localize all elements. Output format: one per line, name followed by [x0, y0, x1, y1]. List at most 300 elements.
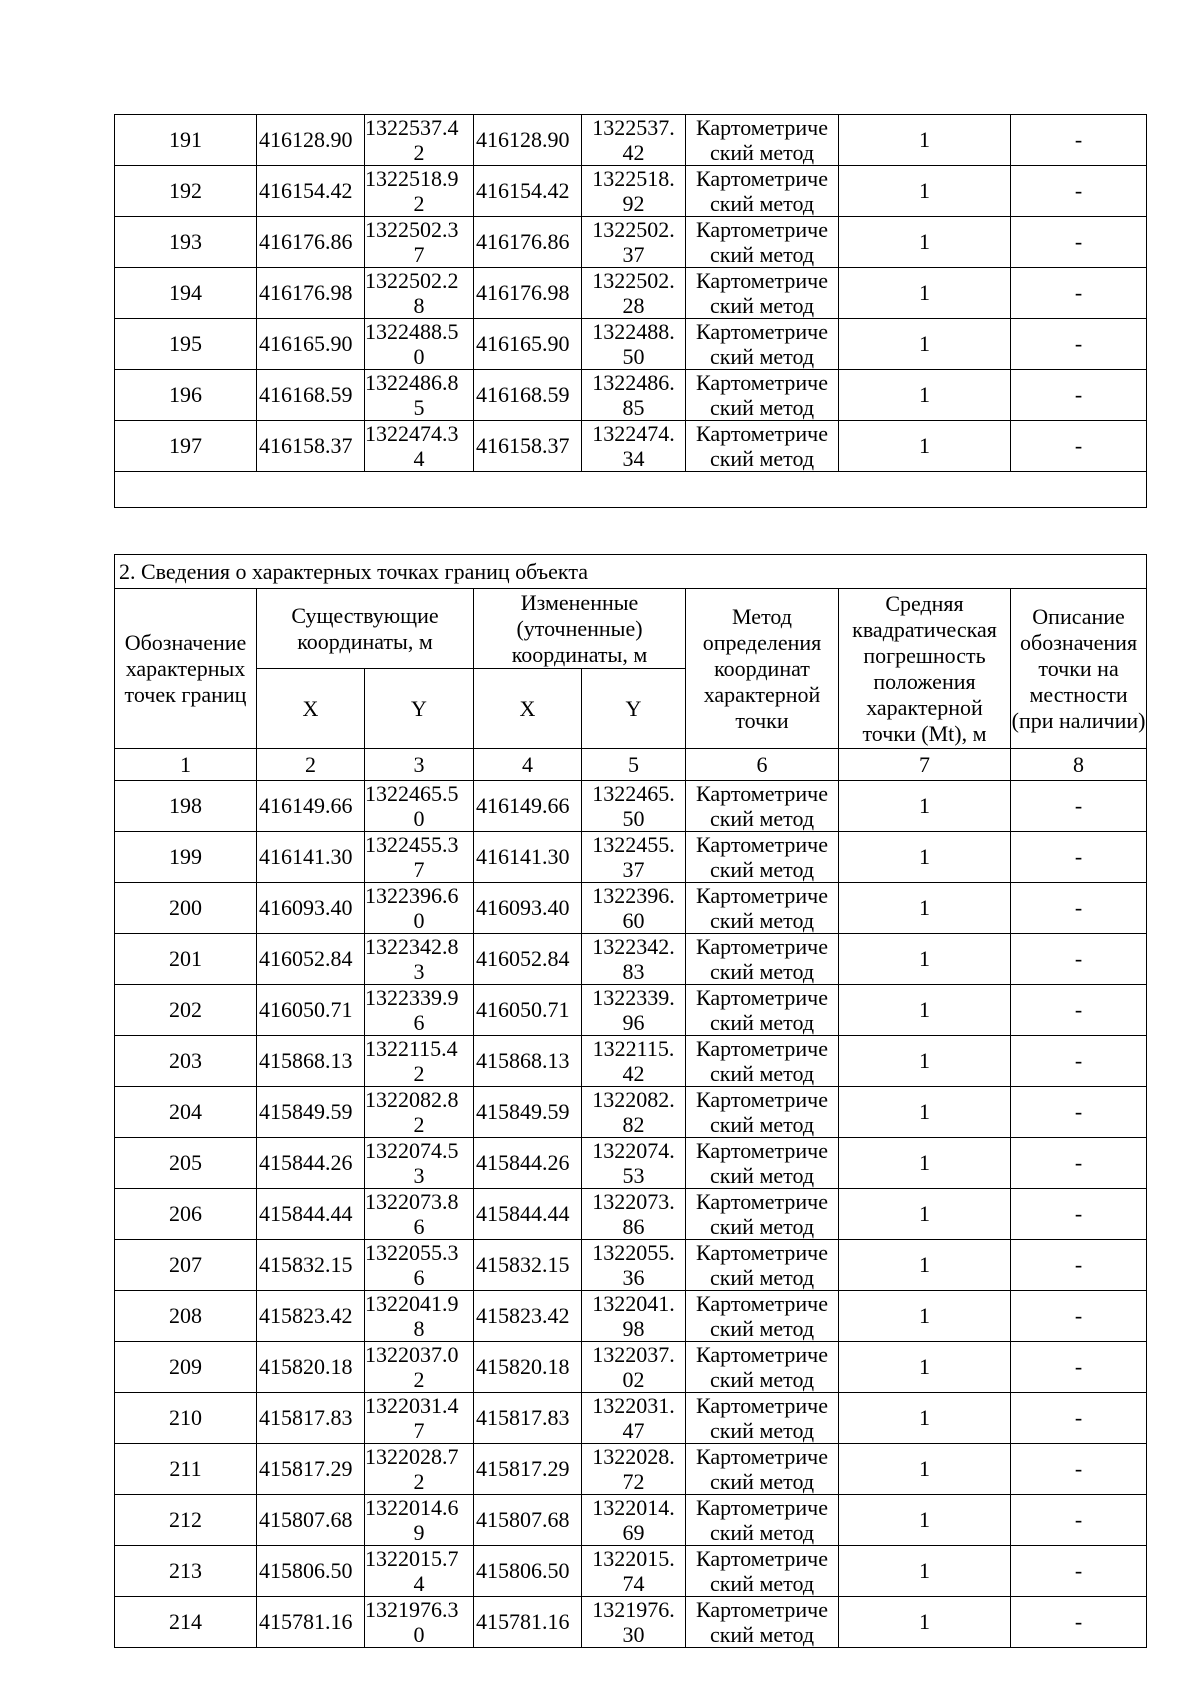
method — [686, 832, 839, 883]
y-changed-part1: 1322055. — [592, 1240, 675, 1265]
y-existing — [365, 1342, 474, 1393]
table-row — [115, 934, 1147, 985]
method — [686, 1597, 839, 1648]
x-existing: 416128.90 — [257, 115, 365, 166]
y-changed-part1: 1322396. — [592, 883, 675, 908]
column-number: 5 — [582, 749, 686, 781]
method-text: Картометриче — [696, 1495, 828, 1520]
method — [686, 1138, 839, 1189]
column-number: 4 — [474, 749, 582, 781]
y-changed-part2: 60 — [622, 908, 645, 933]
point-number: 212 — [115, 1495, 257, 1546]
table-row — [115, 1495, 1147, 1546]
method-text: Картометриче — [696, 370, 828, 395]
y-changed — [582, 370, 686, 421]
method — [686, 268, 839, 319]
y-existing — [365, 1240, 474, 1291]
y-existing — [365, 1444, 474, 1495]
y-changed-part1: 1322074. — [592, 1138, 675, 1163]
y-changed-part2: 34 — [622, 446, 645, 471]
y-changed-part1: 1322518. — [592, 166, 675, 191]
mean-square-error: 1 — [839, 319, 1011, 370]
y-existing-part1: 1322502.3 — [365, 217, 459, 242]
x-changed: 415820.18 — [474, 1342, 582, 1393]
point-description: - — [1011, 217, 1147, 268]
point-number: 200 — [115, 883, 257, 934]
method — [686, 1444, 839, 1495]
x-existing: 416093.40 — [257, 883, 365, 934]
table-row — [115, 1138, 1147, 1189]
column-number: 7 — [839, 749, 1011, 781]
y-existing-part2: 2 — [413, 1469, 425, 1494]
y-existing-part1: 1322115.4 — [365, 1036, 458, 1061]
y-existing-part1: 1322518.9 — [365, 166, 459, 191]
y-changed-part1: 1322474. — [592, 421, 675, 446]
y-existing-part2: 2 — [413, 140, 425, 165]
y-existing-part1: 1322396.6 — [365, 883, 459, 908]
point-description: - — [1011, 1240, 1147, 1291]
method — [686, 1087, 839, 1138]
y-changed — [582, 1291, 686, 1342]
x-existing: 415806.50 — [257, 1546, 365, 1597]
mean-square-error: 1 — [839, 934, 1011, 985]
method — [686, 1036, 839, 1087]
y-changed — [582, 166, 686, 217]
method-text: ский метод — [709, 908, 815, 933]
y-changed-part2: 28 — [622, 293, 645, 318]
mean-square-error: 1 — [839, 1036, 1011, 1087]
y-changed — [582, 115, 686, 166]
y-existing — [365, 115, 474, 166]
y-existing-part1: 1322074.5 — [365, 1138, 459, 1163]
column-number: 6 — [686, 749, 839, 781]
point-number: 195 — [115, 319, 257, 370]
x-existing: 415807.68 — [257, 1495, 365, 1546]
point-description: - — [1011, 166, 1147, 217]
y-existing-part1: 1322015.7 — [365, 1546, 459, 1571]
point-description: - — [1011, 1342, 1147, 1393]
x-existing: 416158.37 — [257, 421, 365, 472]
point-description: - — [1011, 421, 1147, 472]
method-text: ский метод — [709, 1418, 815, 1443]
table-row — [115, 1597, 1147, 1648]
y-existing — [365, 781, 474, 832]
mean-square-error: 1 — [839, 1546, 1011, 1597]
y-existing — [365, 421, 474, 472]
y-changed-part1: 1322339. — [592, 985, 675, 1010]
point-description: - — [1011, 1393, 1147, 1444]
x-existing: 416052.84 — [257, 934, 365, 985]
y-changed — [582, 1393, 686, 1444]
x-changed: 415868.13 — [474, 1036, 582, 1087]
point-description: - — [1011, 1087, 1147, 1138]
method-text: ский метод — [709, 806, 815, 831]
method-text: Картометриче — [696, 1546, 828, 1571]
mean-square-error: 1 — [839, 781, 1011, 832]
y-existing-part2: 2 — [413, 191, 425, 216]
point-description: - — [1011, 1036, 1147, 1087]
x-existing: 415817.29 — [257, 1444, 365, 1495]
x-changed: 416165.90 — [474, 319, 582, 370]
y-changed-part2: 47 — [622, 1418, 645, 1443]
method — [686, 985, 839, 1036]
y-existing-part1: 1322474.3 — [365, 421, 459, 446]
point-number: 191 — [115, 115, 257, 166]
method — [686, 1189, 839, 1240]
method — [686, 1393, 839, 1444]
mean-square-error: 1 — [839, 1240, 1011, 1291]
y-existing-part1: 1322041.9 — [365, 1291, 459, 1316]
y-changed-part1: 1322455. — [592, 832, 675, 857]
x-changed: 415823.42 — [474, 1291, 582, 1342]
table-row — [115, 1291, 1147, 1342]
x-changed: 415807.68 — [474, 1495, 582, 1546]
method-text: Картометриче — [696, 883, 828, 908]
y-existing-part2: 0 — [413, 908, 425, 933]
x-changed: 416050.71 — [474, 985, 582, 1036]
table-row — [115, 166, 1147, 217]
y-changed-part2: 98 — [622, 1316, 645, 1341]
point-number: 197 — [115, 421, 257, 472]
y-existing — [365, 370, 474, 421]
y-existing-part2: 6 — [413, 1265, 425, 1290]
y-changed-part2: 50 — [622, 344, 645, 369]
method — [686, 1240, 839, 1291]
y-existing — [365, 832, 474, 883]
y-changed-part2: 53 — [622, 1163, 645, 1188]
point-number: 202 — [115, 985, 257, 1036]
mean-square-error: 1 — [839, 1138, 1011, 1189]
method-text: ский метод — [709, 1214, 815, 1239]
point-number: 214 — [115, 1597, 257, 1648]
method-text: ский метод — [709, 1265, 815, 1290]
y-changed-part1: 1322537. — [592, 115, 675, 140]
method-text: Картометриче — [696, 781, 828, 806]
y-changed-part2: 30 — [622, 1622, 645, 1647]
x-changed: 416158.37 — [474, 421, 582, 472]
y-existing-part1: 1322031.4 — [365, 1393, 459, 1418]
y-changed — [582, 1546, 686, 1597]
table-row — [115, 217, 1147, 268]
table-row — [115, 1189, 1147, 1240]
y-changed — [582, 1597, 686, 1648]
method — [686, 1291, 839, 1342]
y-existing-part1: 1322537.4 — [365, 115, 459, 140]
method-text: ский метод — [709, 395, 815, 420]
point-number: 210 — [115, 1393, 257, 1444]
method-text: Картометриче — [696, 832, 828, 857]
method — [686, 883, 839, 934]
method-text: Картометриче — [696, 166, 828, 191]
y-changed-part2: 86 — [622, 1214, 645, 1239]
x-existing: 415844.44 — [257, 1189, 365, 1240]
y-changed-part1: 1322502. — [592, 268, 675, 293]
y-existing — [365, 883, 474, 934]
mean-square-error: 1 — [839, 985, 1011, 1036]
x-existing: 416165.90 — [257, 319, 365, 370]
x-existing: 415832.15 — [257, 1240, 365, 1291]
y-changed-part1: 1322014. — [592, 1495, 675, 1520]
y-existing — [365, 1393, 474, 1444]
method-text: Картометриче — [696, 217, 828, 242]
y-changed-part2: 50 — [622, 806, 645, 831]
y-changed-part1: 1322041. — [592, 1291, 675, 1316]
x-changed: 416176.98 — [474, 268, 582, 319]
y-existing-part1: 1322028.7 — [365, 1444, 459, 1469]
y-changed — [582, 934, 686, 985]
y-changed-part2: 42 — [622, 1061, 645, 1086]
method — [686, 115, 839, 166]
y-changed-part1: 1322342. — [592, 934, 675, 959]
x-existing: 416050.71 — [257, 985, 365, 1036]
y-changed-part2: 96 — [622, 1010, 645, 1035]
mean-square-error: 1 — [839, 1495, 1011, 1546]
method-text: Картометриче — [696, 1240, 828, 1265]
y-existing — [365, 1291, 474, 1342]
x-changed: 416168.59 — [474, 370, 582, 421]
y-existing-part1: 1322488.5 — [365, 319, 459, 344]
x-existing: 416141.30 — [257, 832, 365, 883]
method — [686, 421, 839, 472]
method — [686, 217, 839, 268]
y-changed — [582, 1036, 686, 1087]
method-text: Картометриче — [696, 985, 828, 1010]
method-text: Картометриче — [696, 1393, 828, 1418]
mean-square-error: 1 — [839, 832, 1011, 883]
y-existing-part2: 9 — [413, 1520, 425, 1545]
method-text: Картометриче — [696, 1444, 828, 1469]
y-existing — [365, 1546, 474, 1597]
table-row — [115, 832, 1147, 883]
point-description: - — [1011, 1138, 1147, 1189]
mean-square-error: 1 — [839, 166, 1011, 217]
x-existing: 415820.18 — [257, 1342, 365, 1393]
point-number: 193 — [115, 217, 257, 268]
table-row — [115, 268, 1147, 319]
y-changed — [582, 1342, 686, 1393]
table-row — [115, 1036, 1147, 1087]
method-text: Картометриче — [696, 1087, 828, 1112]
method-text: ский метод — [709, 1061, 815, 1086]
y-existing — [365, 1036, 474, 1087]
table-row — [115, 1087, 1147, 1138]
mean-square-error: 1 — [839, 217, 1011, 268]
method-text: Картометриче — [696, 1138, 828, 1163]
point-number: 205 — [115, 1138, 257, 1189]
method — [686, 1342, 839, 1393]
method-text: ский метод — [709, 344, 815, 369]
method-text: ский метод — [709, 191, 815, 216]
x-changed: 416154.42 — [474, 166, 582, 217]
table-row — [115, 421, 1147, 472]
x-changed: 416141.30 — [474, 832, 582, 883]
table-row — [115, 1342, 1147, 1393]
table-row — [115, 781, 1147, 832]
x-changed: 415817.83 — [474, 1393, 582, 1444]
y-existing-part1: 1322037.0 — [365, 1342, 459, 1367]
empty-cell — [115, 472, 1147, 508]
y-existing-part2: 0 — [413, 806, 425, 831]
y-changed-part2: 42 — [622, 140, 645, 165]
y-changed-part1: 1322488. — [592, 319, 675, 344]
mean-square-error: 1 — [839, 1291, 1011, 1342]
y-changed — [582, 781, 686, 832]
table-row — [115, 319, 1147, 370]
header-point-designation: Обозначение характерных точек границ — [115, 589, 257, 749]
method-text: ский метод — [709, 1163, 815, 1188]
point-description: - — [1011, 370, 1147, 421]
x-changed: 415806.50 — [474, 1546, 582, 1597]
y-existing — [365, 1495, 474, 1546]
y-changed — [582, 1240, 686, 1291]
method-text: ский метод — [709, 1622, 815, 1647]
y-changed-part2: 83 — [622, 959, 645, 984]
y-existing — [365, 268, 474, 319]
mean-square-error: 1 — [839, 1444, 1011, 1495]
method-text: Картометриче — [696, 1291, 828, 1316]
y-existing-part2: 4 — [413, 1571, 425, 1596]
y-changed-part2: 36 — [622, 1265, 645, 1290]
point-description: - — [1011, 781, 1147, 832]
method-text: ский метод — [709, 293, 815, 318]
method-text: ский метод — [709, 1367, 815, 1392]
point-description: - — [1011, 319, 1147, 370]
x-changed: 415844.26 — [474, 1138, 582, 1189]
point-number: 198 — [115, 781, 257, 832]
y-existing-part1: 1322465.5 — [365, 781, 459, 806]
y-existing-part1: 1322455.3 — [365, 832, 459, 857]
method-text: ский метод — [709, 1316, 815, 1341]
y-existing-part2: 6 — [413, 1010, 425, 1035]
method-text: Картометриче — [696, 319, 828, 344]
y-changed — [582, 883, 686, 934]
method — [686, 166, 839, 217]
x-changed: 415781.16 — [474, 1597, 582, 1648]
y-existing — [365, 166, 474, 217]
x-changed: 415844.44 — [474, 1189, 582, 1240]
y-changed-part1: 1322115. — [592, 1036, 675, 1061]
header-mean-square-error: Средняя квадратическая погрешность положения характерной точки (Mt), м — [839, 589, 1011, 749]
method-text: Картометриче — [696, 115, 828, 140]
method — [686, 781, 839, 832]
x-changed: 416149.66 — [474, 781, 582, 832]
method-text: ский метод — [709, 1571, 815, 1596]
y-changed — [582, 1495, 686, 1546]
y-changed-part2: 72 — [622, 1469, 645, 1494]
y-changed — [582, 985, 686, 1036]
y-changed-part2: 92 — [622, 191, 645, 216]
y-existing-part1: 1322014.6 — [365, 1495, 459, 1520]
mean-square-error: 1 — [839, 1597, 1011, 1648]
mean-square-error: 1 — [839, 268, 1011, 319]
y-changed-part1: 1322031. — [592, 1393, 675, 1418]
header-existing-coordinates: Существующие координаты, м — [257, 589, 474, 669]
method-text: ский метод — [709, 140, 815, 165]
point-description: - — [1011, 832, 1147, 883]
x-existing: 416154.42 — [257, 166, 365, 217]
method-text: Картометриче — [696, 268, 828, 293]
point-number: 208 — [115, 1291, 257, 1342]
x-changed: 415832.15 — [474, 1240, 582, 1291]
column-number: 1 — [115, 749, 257, 781]
y-existing-part1: 1322486.8 — [365, 370, 459, 395]
x-existing: 415844.26 — [257, 1138, 365, 1189]
mean-square-error: 1 — [839, 883, 1011, 934]
header-method: Метод определения координат характерной точки — [686, 589, 839, 749]
x-changed: 416128.90 — [474, 115, 582, 166]
y-existing-part1: 1321976.3 — [365, 1597, 459, 1622]
x-changed: 415817.29 — [474, 1444, 582, 1495]
x-existing: 416168.59 — [257, 370, 365, 421]
y-existing-part1: 1322082.8 — [365, 1087, 459, 1112]
y-changed-part1: 1322028. — [592, 1444, 675, 1469]
method-text: ский метод — [709, 1520, 815, 1545]
y-existing-part2: 3 — [413, 1163, 425, 1188]
y-existing-part2: 2 — [413, 1367, 425, 1392]
y-existing-part2: 0 — [413, 1622, 425, 1647]
method-text: Картометриче — [696, 1597, 828, 1622]
y-changed-part2: 37 — [622, 242, 645, 267]
section-title: 2. Сведения о характерных точках границ объекта — [115, 555, 1147, 589]
method — [686, 370, 839, 421]
method-text: ский метод — [709, 959, 815, 984]
y-changed-part1: 1322037. — [592, 1342, 675, 1367]
x-existing: 415781.16 — [257, 1597, 365, 1648]
table-row — [115, 1444, 1147, 1495]
y-existing-part2: 2 — [413, 1112, 425, 1137]
y-changed-part2: 02 — [622, 1367, 645, 1392]
y-existing-part2: 6 — [413, 1214, 425, 1239]
point-number: 194 — [115, 268, 257, 319]
table-row — [115, 1240, 1147, 1291]
y-changed-part1: 1322082. — [592, 1087, 675, 1112]
y-existing-part1: 1322339.9 — [365, 985, 459, 1010]
x-changed: 416052.84 — [474, 934, 582, 985]
mean-square-error: 1 — [839, 1342, 1011, 1393]
y-existing-part2: 7 — [413, 1418, 425, 1443]
y-existing — [365, 934, 474, 985]
y-changed — [582, 268, 686, 319]
y-existing — [365, 217, 474, 268]
method — [686, 934, 839, 985]
y-existing-part1: 1322055.3 — [365, 1240, 459, 1265]
method-text: ский метод — [709, 242, 815, 267]
y-existing-part2: 7 — [413, 857, 425, 882]
point-description: - — [1011, 1495, 1147, 1546]
y-existing — [365, 1189, 474, 1240]
y-existing — [365, 1597, 474, 1648]
x-changed: 416176.86 — [474, 217, 582, 268]
point-description: - — [1011, 115, 1147, 166]
x-existing: 415868.13 — [257, 1036, 365, 1087]
method-text: Картометриче — [696, 421, 828, 446]
point-number: 213 — [115, 1546, 257, 1597]
y-changed-part1: 1322486. — [592, 370, 675, 395]
table-row — [115, 883, 1147, 934]
point-number: 192 — [115, 166, 257, 217]
table-row — [115, 1393, 1147, 1444]
coordinates-table-continued — [114, 114, 1147, 508]
x-changed: 416093.40 — [474, 883, 582, 934]
y-changed-part1: 1322502. — [592, 217, 675, 242]
y-changed — [582, 1087, 686, 1138]
x-existing: 415817.83 — [257, 1393, 365, 1444]
point-number: 203 — [115, 1036, 257, 1087]
point-description: - — [1011, 1546, 1147, 1597]
y-changed-part2: 69 — [622, 1520, 645, 1545]
point-description: - — [1011, 985, 1147, 1036]
y-changed-part2: 74 — [622, 1571, 645, 1596]
